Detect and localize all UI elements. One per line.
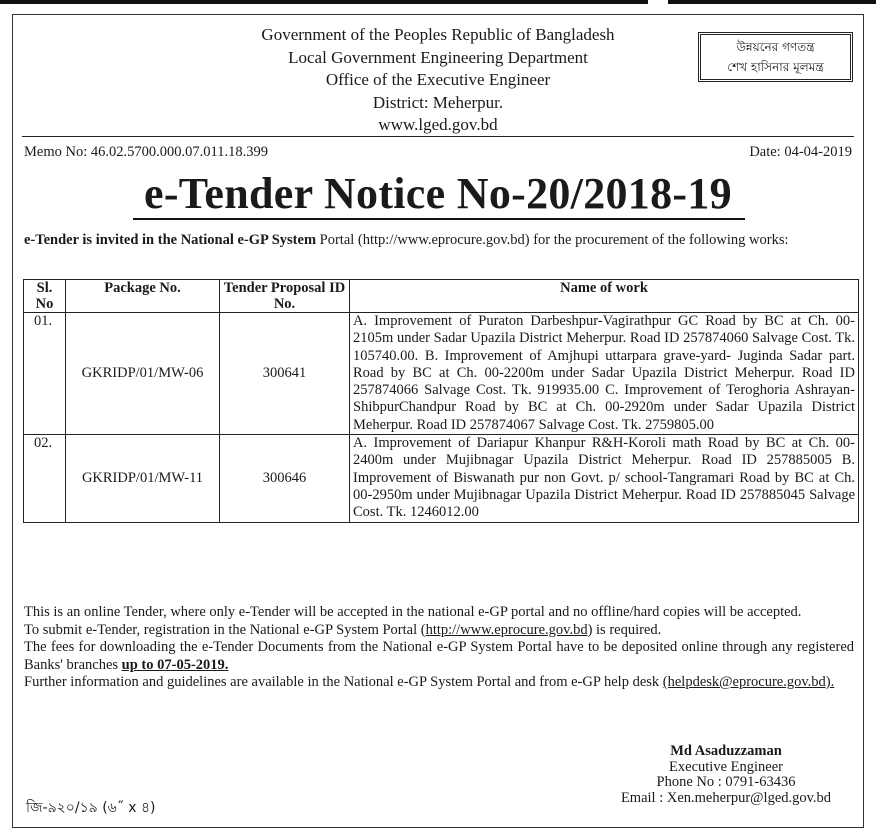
fees-deadline: up to 07-05-2019.: [121, 656, 229, 673]
table-header-row: [24, 280, 859, 313]
note-helpdesk-text: Further information and guidelines are available in the National e-GP System Portal and from e-GP help desk: [24, 674, 663, 690]
top-border-right: [668, 0, 876, 4]
slogan-line-1: উন্নয়নের গণতন্ত্র: [736, 40, 815, 54]
signatory-phone: Phone No : 0791-63436: [656, 774, 796, 790]
slogan-box: [698, 32, 853, 82]
cell-name-of-work: A. Improvement of Puraton Darbeshpur-Vagirathpur GC Road by BC at Ch. 00-2105m under Sadar Upazila District Meherpur. Road ID 257874060 Salvage Cost. Tk. 105740.00. B. Improvement of Amjhupi uttarpara grave-yard- Juginda Sadar part. Road by BC at Ch. 00-2200m under Sadar Upazila District Meherpur. Road ID 257874066 Salvage Cost. Tk. 919935.00 C. Improvement of Teroghoria Ashrayan-ShibpurChandpur Road by BC at Ch. 00-2920m under Sadar Upazila District Meherpur. Road ID 257874067 Salvage Cost. Tk. 2759805.00: [350, 313, 859, 435]
note-online-tender: This is an online Tender, where only e-Tender will be accepted in the national e-GP portal and no offline/hard copies will be accepted.: [24, 604, 802, 620]
cell-sl: 02.: [24, 435, 66, 522]
header-line-website: www.lged.gov.bd: [378, 115, 498, 134]
table-row: [24, 435, 859, 522]
cell-name-of-work: A. Improvement of Dariapur Khanpur R&H-Koroli math Road by BC at Ch. 00-2400m under Mujibnagar Upazila District Meherpur. Road ID 257885005 B. Improvement of Biswanath pur non Govt. p/ school-Tangramari Road by BC at Ch. 00-2950m under Mujibnagar Upazila District Meherpur. Road ID 257885045 Salvage Cost. Tk. 1246012.00: [350, 435, 859, 522]
notes-section: [24, 604, 854, 692]
memo-number: Memo No: 46.02.5700.000.07.011.18.399: [24, 144, 268, 160]
signatory-designation: Executive Engineer: [669, 758, 783, 775]
cell-package: GKRIDP/01/MW-11: [66, 435, 220, 522]
header-line-district: District: Meherpur.: [372, 92, 504, 112]
slogan-line-2: শেখ হাসিনার মূলমন্ত্র: [727, 60, 824, 74]
header-rule: [22, 136, 854, 137]
note-registration-end: ) is required.: [587, 621, 662, 638]
note-registration: [24, 622, 854, 640]
eprocure-link[interactable]: http://www.eprocure.gov.bd: [425, 621, 588, 638]
top-border-left: [0, 0, 648, 4]
intro-rest: Portal (http://www.eprocure.gov.bd) for the procurement of the following works:: [316, 232, 789, 248]
notice-title: e-Tender Notice No-20/2018-19: [144, 169, 732, 218]
intro-bold: e-Tender is invited in the National e-GP System: [24, 232, 317, 248]
table-row: [24, 313, 859, 435]
signatory-name: Md Asaduzzaman: [670, 743, 782, 759]
cell-package: GKRIDP/01/MW-06: [66, 313, 220, 435]
intro-paragraph: [24, 232, 854, 250]
col-header-name: Name of work: [350, 280, 859, 313]
helpdesk-email-link[interactable]: (helpdesk@eprocure.gov.bd).: [662, 674, 835, 690]
cell-tender-id: 300646: [220, 435, 350, 522]
note-fees: [24, 639, 854, 674]
note-registration-text: To submit e-Tender, registration in the National e-GP System Portal (: [24, 621, 426, 638]
header-line-government: Government of the Peoples Republic of Bangladesh: [261, 25, 615, 44]
works-table: [23, 279, 859, 523]
title-underline: [133, 218, 745, 220]
col-header-tender-id: Tender Proposal ID No.: [220, 280, 350, 313]
note-fees-text: The fees for downloading the e-Tender Documents from the National e-GP System Portal have to be deposited online through any registered Banks' branches: [24, 639, 854, 673]
header-line-office: Office of the Executive Engineer: [325, 70, 551, 89]
signature-block: [600, 744, 852, 806]
col-header-sl: Sl. No: [24, 280, 66, 313]
cell-tender-id: 300641: [220, 313, 350, 435]
header-line-department: Local Government Engineering Department: [288, 47, 588, 67]
cell-sl: 01.: [24, 313, 66, 435]
signatory-email: Email : Xen.meherpur@lged.gov.bd: [620, 789, 832, 806]
col-header-package: Package No.: [66, 280, 220, 313]
notice-date: Date: 04-04-2019: [749, 144, 852, 160]
note-helpdesk: [24, 674, 854, 692]
publication-code: জি-৯২০/১৯ (৬˝ x ৪): [26, 800, 156, 816]
